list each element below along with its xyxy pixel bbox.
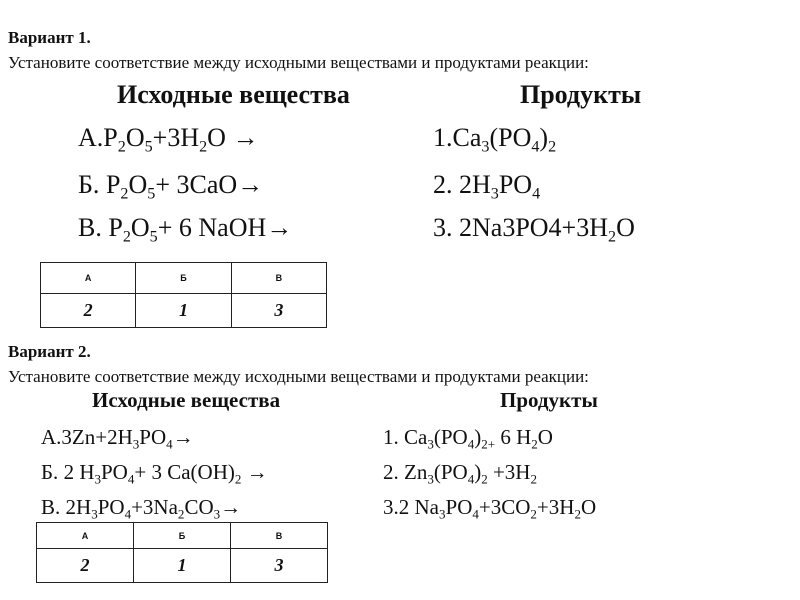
answer-header: А [41, 263, 136, 294]
answer-header: А [37, 523, 134, 549]
answer-cell: 2 [41, 294, 136, 328]
answer-header: Б [136, 263, 231, 294]
variant1-product-2: 2. $2H_3PO_4$ [433, 170, 541, 203]
variant2-reagents-heading: Исходные вещества [92, 388, 281, 412]
variant2-product-3: 3.2 $Na_3PO_4+3CO_2+3H_2O$ [383, 495, 597, 522]
variant2-reagent-b: Б. 2 $H_3PO_4+ 3$ $Ca(OH)_2$ → [41, 460, 268, 487]
answer-header: В [231, 523, 328, 549]
variant1-reagent-b: Б. $P_2O_5+ 3CaO\to$ [78, 170, 264, 203]
variant2-product-1: 1. $Ca_3(PO_4)_{2+}$ 6 $H_2O$ [383, 425, 553, 452]
variant1-reagent-a: $А.P_2O_5+3H_2O$ → [78, 123, 259, 156]
variant1-reagents-heading: Исходные вещества [117, 80, 350, 109]
answer-cell: 3 [231, 549, 328, 583]
variant1-reagent-c: В. $P_2O_5+ 6$ NaOH→ [78, 213, 293, 246]
variant2-product-2: 2. $Zn_3(PO_4)_2 +3H_2$ [383, 460, 537, 487]
variant2-answer-table [36, 522, 328, 583]
variant2-reagent-c: В. $2H_3PO_4+3Na_2CO_3\to$ [41, 495, 242, 522]
variant2-reagent-a: $А.3Zn+2H_3PO_4\to$ [41, 425, 194, 452]
variant2-products-heading: Продукты [500, 388, 598, 412]
variant1-instruction: Установите соответствие между исходными веществами и продуктами реакции: [8, 53, 589, 72]
variant1-products-heading: Продукты [520, 80, 642, 109]
answer-cell: 2 [37, 549, 134, 583]
variant2-title: Вариант 2. [8, 342, 91, 361]
variant1-product-3: 3. $2Na3PO4+3H_2O$ [433, 213, 635, 246]
answer-cell: 3 [231, 294, 326, 328]
answer-header: В [231, 263, 326, 294]
answer-cell: 1 [134, 549, 231, 583]
variant1-title: Вариант 1. [8, 28, 91, 47]
variant2-instruction: Установите соответствие между исходными веществами и продуктами реакции: [8, 367, 589, 386]
answer-header: Б [134, 523, 231, 549]
variant1-product-1: $1.Ca_3(PO_4)_2$ [433, 123, 557, 156]
variant1-answer-table [40, 262, 327, 328]
answer-cell: 1 [136, 294, 231, 328]
